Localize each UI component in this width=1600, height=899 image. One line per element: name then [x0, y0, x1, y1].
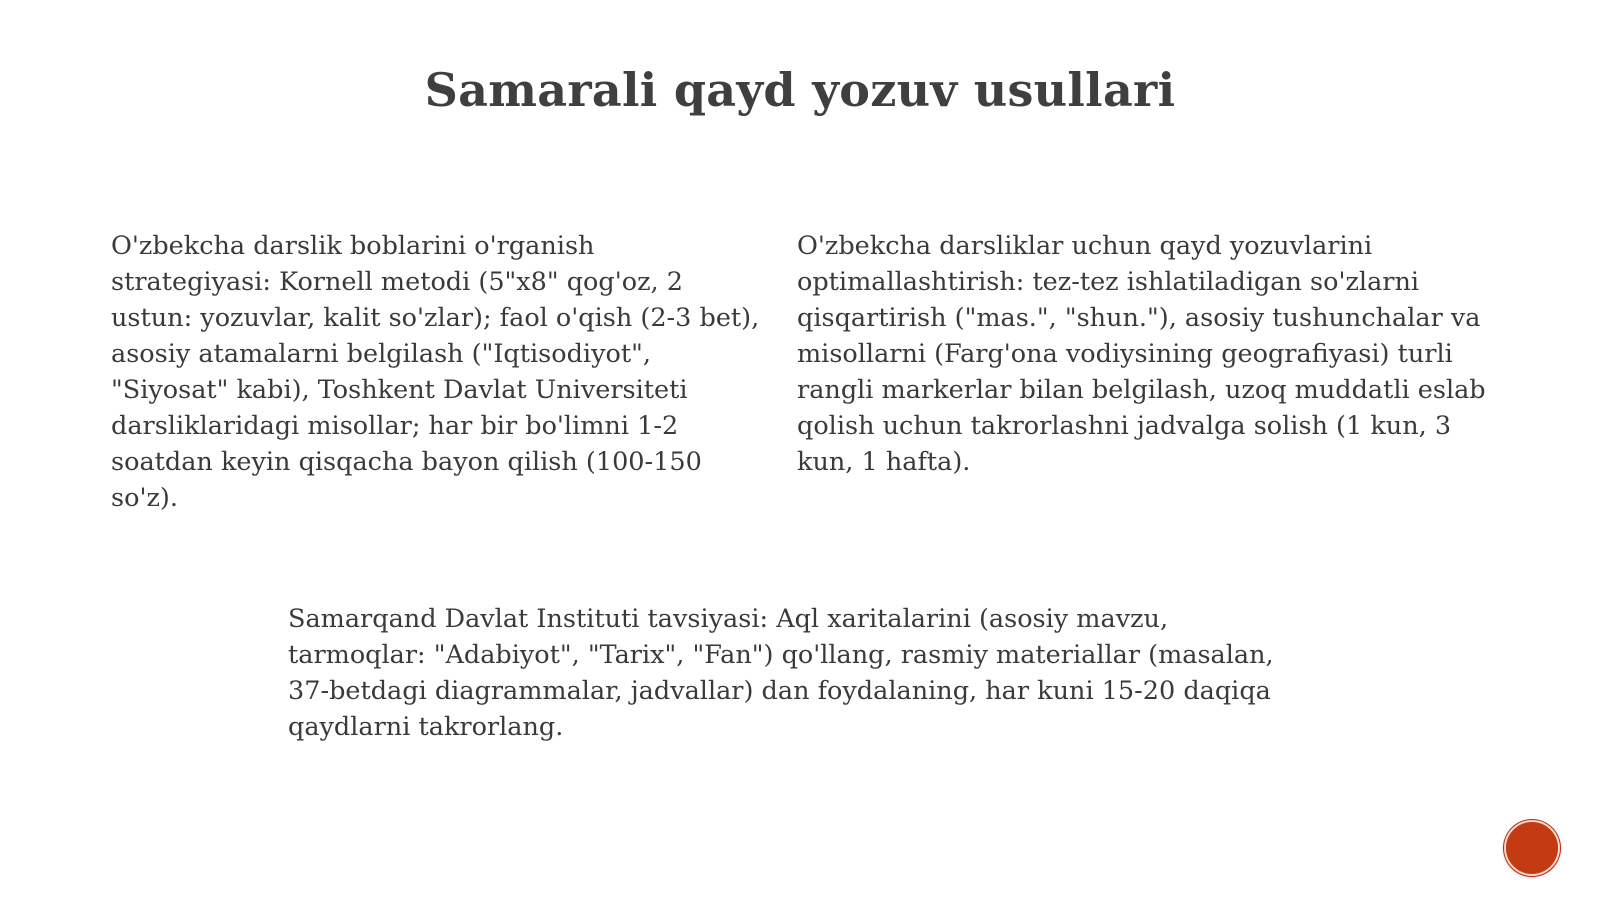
right-column-text: O'zbekcha darsliklar uchun qayd yozuvlarini optimallashtirish: tez-tez ishlatiladigan so'zlarni qisqartirish ("mas.", "shun."), asosiy tushunchalar va misollarni (Farg'ona vodiysining geografiyasi) turli rangli markerlar bilan belgilash, uzoq muddatli eslab qolish uchun takrorlashni jadvalga solish (1 kun, 3 kun, 1 hafta).	[797, 231, 1486, 477]
left-column-text: O'zbekcha darslik boblarini o'rganish strategiyasi: Kornell metodi (5"x8" qog'oz, 2 ustun: yozuvlar, kalit so'zlar); faol o'qish (2-3 bet), asosiy atamalarni belgilash ("Iqtisodiyot", "Siyosat" kabi), Toshkent Davlat Universiteti darsliklaridagi misollar; har bir bo'limni 1-2 soatdan keyin qisqacha bayon qilish (100-150 so'z).	[111, 231, 760, 513]
bottom-text: Samarqand Davlat Instituti tavsiyasi: Aql xaritalarini (asosiy mavzu, tarmoqlar: "Adabiyot", "Tarix", "Fan") qo'llang, rasmiy materiallar (masalan, 37-betdagi diagrammalar, jadvallar) dan foydalaning, har kuni 15-20 daqiqa qaydlarni takrorlang.	[288, 604, 1274, 742]
slide-title: Samarali qayd yozuv usullari	[424, 63, 1176, 117]
circle-button-icon[interactable]	[1504, 820, 1560, 876]
